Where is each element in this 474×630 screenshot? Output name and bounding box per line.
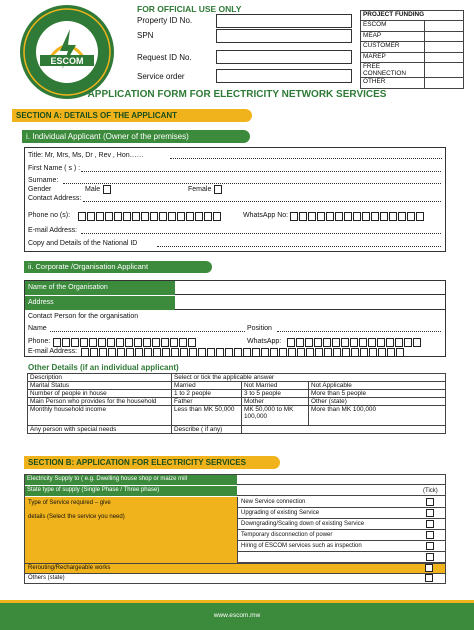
cell[interactable]: 1 to 2 people: [172, 390, 242, 398]
escom-seal-icon: [18, 3, 116, 101]
cell: Any person with special needs: [28, 426, 172, 434]
footer-url[interactable]: www.escom.mw: [213, 612, 261, 619]
cell[interactable]: More than MK 100,000: [309, 406, 446, 426]
corporate-whatsapp-label: WhatsApp:: [247, 338, 282, 345]
cell: Describe ( if any): [172, 426, 242, 434]
cell: Marital Status: [28, 382, 172, 390]
cell[interactable]: More than 5 people: [309, 390, 446, 398]
service-checkbox[interactable]: [426, 542, 434, 550]
female-label: Female: [188, 186, 212, 193]
male-checkbox[interactable]: [103, 185, 111, 194]
contact-name-field[interactable]: [50, 331, 245, 332]
cell: Monthly household income: [28, 406, 172, 426]
footer-bar: [0, 600, 474, 630]
contact-person-label: Contact Person for the organisation: [28, 313, 139, 320]
org-name-label: Name of the Organisation: [25, 281, 175, 295]
cell[interactable]: Father: [172, 398, 242, 406]
cell: Description: [28, 374, 172, 382]
surname-label: Surname:: [28, 177, 59, 184]
female-checkbox[interactable]: [214, 185, 222, 194]
first-name-label: First Name ( s ) :: [28, 165, 81, 172]
supply-type-label: State type of supply (Single Phase / Three phase): [25, 486, 237, 496]
funding-checkbox[interactable]: [425, 21, 464, 32]
supply-to-label: Electricity Supply to ( e.g. Dwelling house shop or maize mill: [25, 475, 237, 485]
individual-applicant-box: [24, 147, 446, 252]
service-checkbox[interactable]: [426, 553, 434, 561]
funding-option: CUSTOMER: [361, 42, 425, 53]
cell: Number of people in house: [28, 390, 172, 398]
position-field[interactable]: [277, 331, 441, 332]
service-option[interactable]: New Service connection: [237, 497, 445, 508]
service-option[interactable]: Downgrading/Scaling down of existing Service: [237, 519, 445, 530]
spn-label: SPN: [137, 31, 154, 40]
funding-checkbox[interactable]: [425, 42, 464, 53]
individual-applicant-banner: i. Individual Applicant (Owner of the premises): [22, 130, 250, 143]
supply-to-field[interactable]: [237, 475, 445, 485]
phone-label: Phone no (s):: [28, 212, 71, 219]
cell: Select or tick the applicable answer: [172, 374, 446, 382]
funding-checkbox[interactable]: [425, 31, 464, 42]
special-needs-field[interactable]: [242, 426, 446, 434]
contact-address-label: Contact Address:: [28, 195, 82, 202]
cell: Main Person who provides for the household: [28, 398, 172, 406]
corporate-email-boxes[interactable]: [81, 344, 405, 362]
service-option[interactable]: Upgrading of existing Service: [237, 508, 445, 519]
cell[interactable]: Mother: [242, 398, 309, 406]
footer-accent: [0, 600, 474, 603]
rerouting-label: Rerouting/Rechargeable works: [25, 563, 445, 573]
other-details-table: [27, 373, 446, 434]
gender-label: Gender: [28, 186, 52, 193]
funding-option: FREE CONNECTION: [361, 63, 425, 78]
funding-option: ESCOM: [361, 21, 425, 32]
property-id-label: Property ID No.: [137, 16, 193, 25]
service-option[interactable]: Hiring of ESCOM services such as inspection: [237, 541, 445, 552]
title-field[interactable]: [170, 158, 442, 159]
org-name-field[interactable]: [175, 281, 445, 295]
rerouting-checkbox[interactable]: [425, 564, 433, 572]
service-required-label: Type of Service required – give: [28, 500, 111, 506]
request-id-field[interactable]: [216, 50, 352, 64]
cell[interactable]: Less than MK 50,000: [172, 406, 242, 426]
address-field[interactable]: [175, 296, 445, 310]
svg-text:ESCOM: ESCOM: [50, 56, 84, 66]
male-label: Male: [85, 186, 101, 193]
section-b-banner: SECTION B: APPLICATION FOR ELECTRICITY SERVICES: [24, 456, 280, 469]
email-label: E-mail Address:: [28, 227, 78, 234]
others-checkbox[interactable]: [425, 574, 433, 582]
supply-type-field[interactable]: [237, 486, 445, 496]
name-label: Name: [28, 325, 47, 332]
spn-field[interactable]: [216, 29, 352, 43]
corporate-applicant-banner: ii. Corporate /Organisation Applicant: [24, 261, 212, 273]
funding-checkbox[interactable]: [425, 78, 464, 89]
service-order-field[interactable]: [216, 69, 352, 83]
project-funding-box: [360, 10, 464, 89]
email-field[interactable]: [81, 233, 441, 234]
cell[interactable]: Married: [172, 382, 242, 390]
service-options: [237, 497, 445, 563]
national-id-label: Copy and Details of the National ID: [28, 240, 138, 247]
section-b-table: [24, 474, 446, 584]
service-checkbox[interactable]: [426, 509, 434, 517]
service-order-label: Service order: [137, 72, 185, 81]
property-id-field[interactable]: [216, 14, 352, 28]
service-option-blank[interactable]: [237, 552, 445, 563]
others-label: Others (state): [25, 573, 445, 583]
other-details-header: Other Details (if an individual applicant): [28, 363, 179, 372]
form-title: APPLICATION FORM FOR ELECTRICITY NETWORK SERVICES: [87, 89, 387, 100]
whatsapp-digit-boxes[interactable]: [290, 208, 425, 226]
service-checkbox[interactable]: [426, 520, 434, 528]
funding-checkbox[interactable]: [425, 63, 464, 78]
contact-address-field[interactable]: [83, 201, 441, 202]
corporate-email-label: E-mail Address:: [28, 348, 78, 355]
service-details-label: details (Select the service you need): [28, 514, 125, 520]
funding-option: MAREP: [361, 52, 425, 63]
funding-option: MEAP: [361, 31, 425, 42]
tick-label: (Tick): [423, 488, 438, 494]
first-name-field[interactable]: [81, 171, 441, 172]
funding-option: OTHER: [361, 78, 425, 89]
service-checkbox[interactable]: [426, 531, 434, 539]
cell[interactable]: Other (state): [309, 398, 446, 406]
cell[interactable]: MK 50,000 to MK 100,000: [242, 406, 309, 426]
section-a-banner: SECTION A: DETAILS OF THE APPLICANT: [12, 109, 252, 122]
request-id-label: Request ID No.: [137, 53, 192, 62]
corporate-phone-label: Phone:: [28, 338, 51, 345]
title-label: Title: Mr, Mrs, Ms, Dr , Rev , Hon……: [28, 152, 144, 159]
cell[interactable]: Not Married: [242, 382, 309, 390]
phone-digit-boxes[interactable]: [78, 208, 222, 226]
corporate-applicant-box: [24, 280, 446, 357]
national-id-field[interactable]: [157, 246, 441, 247]
cell[interactable]: Not Applicable: [309, 382, 446, 390]
cell[interactable]: 3 to 5 people: [242, 390, 309, 398]
escom-logo: [18, 3, 116, 101]
service-type-panel: [25, 497, 237, 563]
address-label: Address: [25, 296, 175, 310]
official-use-title: FOR OFFICIAL USE ONLY: [137, 4, 242, 14]
service-checkbox[interactable]: [426, 498, 434, 506]
surname-field[interactable]: [63, 183, 441, 184]
funding-checkbox[interactable]: [425, 52, 464, 63]
whatsapp-label: WhatsApp No:: [243, 212, 289, 219]
project-funding-header: PROJECT FUNDING: [361, 11, 464, 21]
position-label: Position: [247, 325, 272, 332]
service-option[interactable]: Temporary disconnection of power: [237, 530, 445, 541]
